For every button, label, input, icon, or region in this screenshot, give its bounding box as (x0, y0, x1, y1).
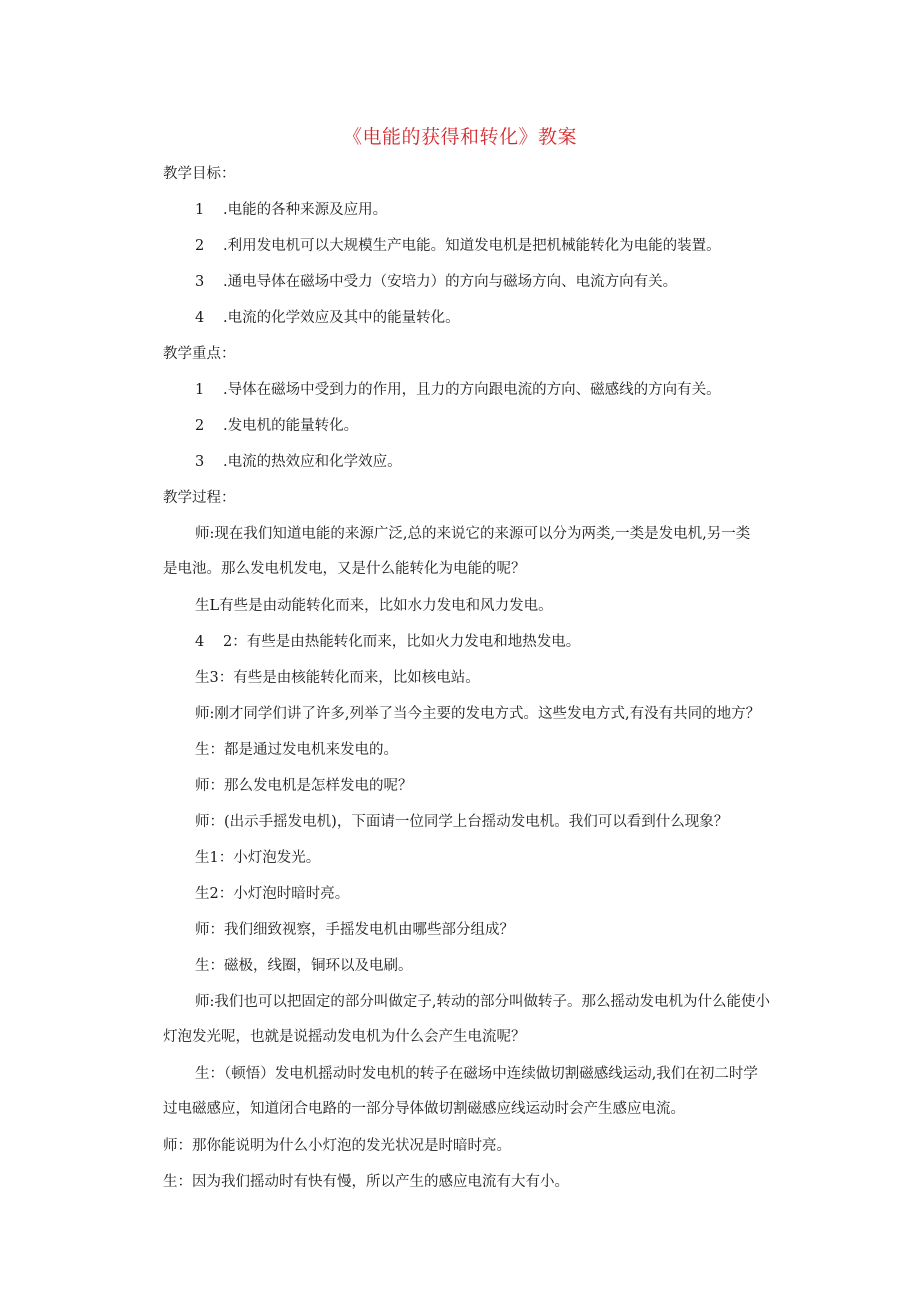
dialogue-line: 师:现在我们知道电能的来源广泛,总的来说它的来源可以分为两类,一类是发电机,另一类 (195, 526, 751, 542)
dialogue-line-continued: 灯泡发光呢，也就是说摇动发电机为什么会产生电流呢？ (163, 1029, 526, 1045)
key-points-heading: 教学重点： (163, 346, 236, 362)
process-heading: 教学过程： (163, 490, 236, 506)
page-title: 《电能的获得和转化》教案 (342, 126, 577, 148)
objective-text: .通电导体在磁场中受力（安培力）的方向与磁场方向、电流方向有关。 (223, 274, 678, 290)
dialogue-line: 师：(出示手摇发电机)，下面请一位同学上台摇动发电机。我们可以看到什么现象？ (195, 814, 729, 830)
objective-text: .利用发电机可以大规模生产电能。知道发电机是把机械能转化为电能的装置。 (223, 238, 721, 254)
dialogue-line: 师:我们也可以把固定的部分叫做定子,转动的部分叫做转子。那么摇动发电机为什么能使小 (195, 994, 770, 1010)
dialogue-line: 师：那么发电机是怎样发电的呢？ (195, 778, 413, 794)
objective-item-2 (195, 236, 721, 256)
dialogue-number: 4 (195, 634, 205, 650)
objective-text: .电能的各种来源及应用。 (223, 202, 388, 218)
dialogue-text: 2：有些是由热能转化而来，比如火力发电和地热发电。 (223, 634, 581, 650)
dialogue-line (195, 632, 580, 652)
dialogue-line-continued: 是电池。那么发电机发电，又是什么能转化为电能的呢？ (163, 561, 526, 577)
dialogue-line: 师：我们细致视察，手摇发电机由哪些部分组成？ (195, 922, 514, 938)
key-point-number: 2 (195, 418, 205, 434)
key-point-number: 1 (195, 382, 205, 398)
dialogue-line: 生：都是通过发电机来发电的。 (195, 742, 398, 758)
key-point-item-3 (195, 452, 402, 472)
dialogue-line: 生3：有些是由核能转化而来，比如核电站。 (195, 670, 480, 686)
objective-number: 4 (195, 310, 205, 326)
dialogue-line: 生：磁极，线圈，铜环以及电刷。 (195, 958, 413, 974)
dialogue-line: 生1：小灯泡发光。 (195, 850, 321, 866)
key-point-item-1 (195, 380, 721, 400)
dialogue-line: 生2：小灯泡时暗时亮。 (195, 886, 350, 902)
dialogue-line: 生L有些是由动能转化而来，比如水力发电和风力发电。 (195, 598, 553, 614)
dialogue-line: 师:刚才同学们讲了许多,列举了当今主要的发电方式。这些发电方式,有没有共同的地方？ (195, 706, 761, 722)
objective-item-3 (195, 272, 677, 292)
dialogue-line: 师：那你能说明为什么小灯泡的发光状况是时暗时亮。 (163, 1138, 511, 1154)
key-point-text: .发电机的能量转化。 (223, 418, 359, 434)
objective-number: 3 (195, 274, 205, 290)
dialogue-line-continued: 过电磁感应，知道闭合电路的一部分导体做切割磁感应线运动时会产生感应电流。 (163, 1101, 685, 1117)
objectives-heading: 教学目标： (163, 166, 236, 182)
dialogue-line: 生：（顿悟）发电机摇动时发电机的转子在磁场中连续做切割磁感线运动,我们在初二时学 (195, 1066, 758, 1082)
dialogue-line: 生：因为我们摇动时有快有慢，所以产生的感应电流有大有小。 (163, 1174, 569, 1190)
objective-text: .电流的化学效应及其中的能量转化。 (223, 310, 460, 326)
objective-item-4 (195, 308, 460, 328)
key-point-item-2 (195, 416, 358, 436)
objective-item-1 (195, 200, 387, 220)
key-point-text: .导体在磁场中受到力的作用，且力的方向跟电流的方向、磁感线的方向有关。 (223, 382, 721, 398)
key-point-number: 3 (195, 454, 205, 470)
objective-number: 1 (195, 202, 205, 218)
key-point-text: .电流的热效应和化学效应。 (223, 454, 402, 470)
objective-number: 2 (195, 238, 205, 254)
